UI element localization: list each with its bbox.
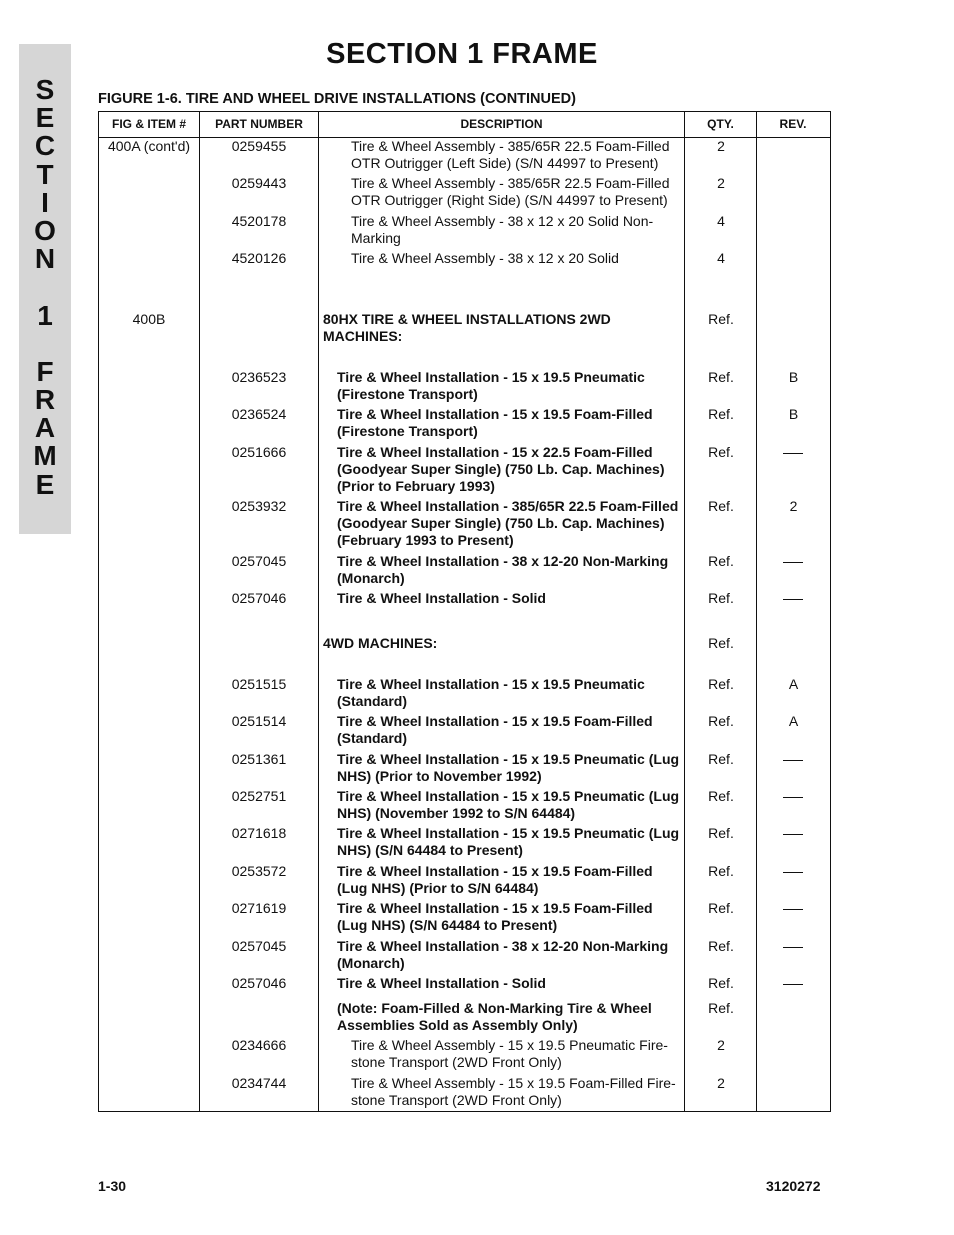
cell-rev: A <box>788 676 799 692</box>
cell-qty: Ref. <box>708 863 734 879</box>
cell-qty: Ref. <box>708 635 734 651</box>
cell-rev: A <box>788 713 799 729</box>
side-tab-letter: 1 <box>37 299 53 331</box>
cell-description: Tire & Wheel Installation - 15 x 19.5 Foam-Filled (Firestone Transport) <box>337 406 653 440</box>
rev-blank-dash <box>783 834 803 835</box>
parts-table <box>98 111 831 1112</box>
cell-description: Tire & Wheel Assembly - 38 x 12 x 20 Solid Non-Marking <box>351 213 654 247</box>
cell-qty: Ref. <box>708 406 734 422</box>
side-tab-letter: S <box>35 74 55 105</box>
cell-qty: 4 <box>717 250 725 266</box>
rev-blank-dash <box>783 453 803 454</box>
side-tab-letter: A <box>34 412 56 444</box>
section-side-tab <box>19 44 71 534</box>
cell-description: Tire & Wheel Installation - 15 x 22.5 Foam-Filled (Goodyear Super Single) (750 Lb. Cap. Machines) (Prior to February 1993) <box>337 444 665 495</box>
side-tab-letter: R <box>34 384 56 416</box>
cell-part-number: 0251514 <box>231 713 287 729</box>
rev-blank-dash <box>783 909 803 910</box>
cell-qty: 4 <box>717 213 725 229</box>
cell-part-number: 0234666 <box>231 1037 287 1053</box>
header-part-number: PART NUMBER <box>215 117 303 131</box>
cell-description: Tire & Wheel Assembly - 38 x 12 x 20 Solid <box>351 250 619 266</box>
cell-description: 80HX TIRE & WHEEL INSTALLATIONS 2WD MACHINES: <box>323 311 611 345</box>
cell-fig-item: 400A (cont'd) <box>107 138 191 154</box>
rev-blank-dash <box>783 599 803 600</box>
cell-part-number: 0236523 <box>231 369 287 385</box>
cell-qty: Ref. <box>708 975 734 991</box>
side-tab-letter: I <box>41 186 49 218</box>
cell-qty: Ref. <box>708 713 734 729</box>
cell-qty: Ref. <box>708 788 734 804</box>
cell-qty: Ref. <box>708 590 734 606</box>
cell-qty: Ref. <box>708 751 734 767</box>
cell-qty: Ref. <box>708 938 734 954</box>
cell-part-number: 0271618 <box>231 825 287 841</box>
cell-part-number: 0257045 <box>231 553 287 569</box>
cell-qty: 2 <box>717 138 725 154</box>
cell-description: Tire & Wheel Installation - 385/65R 22.5 Foam-Filled (Goodyear Super Single) (750 Lb. Cap. Machines) (February 1993 to Present) <box>337 498 679 549</box>
cell-part-number: 0257046 <box>231 975 287 991</box>
document-number: 3120272 <box>766 1178 821 1194</box>
side-tab-letter <box>19 330 71 358</box>
figure-title: FIGURE 1-6. TIRE AND WHEEL DRIVE INSTALLATIONS (CONTINUED) <box>98 91 576 107</box>
cell-qty: Ref. <box>708 498 734 514</box>
cell-part-number: 0251515 <box>231 676 287 692</box>
header-rev: REV. <box>779 117 807 131</box>
header-description: DESCRIPTION <box>460 117 543 131</box>
side-tab-letter: E <box>35 102 55 134</box>
cell-description: Tire & Wheel Installation - 38 x 12-20 Non-Marking (Monarch) <box>337 553 669 587</box>
cell-part-number: 4520178 <box>231 213 287 229</box>
cell-part-number: 0251666 <box>231 444 287 460</box>
side-tab-letter <box>19 273 71 301</box>
cell-description: 4WD MACHINES: <box>323 635 438 651</box>
side-tab-letter: N <box>34 243 56 275</box>
cell-description: Tire & Wheel Assembly - 385/65R 22.5 Foam-Filled OTR Outrigger (Right Side) (S/N 44997 to Present) <box>351 175 670 209</box>
cell-description: Tire & Wheel Installation - 15 x 19.5 Foam-Filled (Lug NHS) (Prior to S/N 64484) <box>337 863 653 897</box>
column-divider <box>318 112 319 1111</box>
rev-blank-dash <box>783 797 803 798</box>
section-side-tab-letters <box>19 76 71 499</box>
rev-blank-dash <box>783 947 803 948</box>
cell-part-number: 0257046 <box>231 590 287 606</box>
cell-qty: Ref. <box>708 311 734 327</box>
side-tab-letter: T <box>36 158 54 190</box>
cell-description: (Note: Foam-Filled & Non-Marking Tire & Wheel Assemblies Sold as Assembly Only) <box>337 1000 652 1034</box>
cell-description: Tire & Wheel Installation - 15 x 19.5 Foam-Filled (Standard) <box>337 713 653 747</box>
cell-description: Tire & Wheel Installation - 38 x 12-20 Non-Marking (Monarch) <box>337 938 669 972</box>
side-tab-letter: O <box>34 214 56 246</box>
cell-part-number: 4520126 <box>231 250 287 266</box>
cell-qty: 2 <box>717 1075 725 1091</box>
cell-qty: 2 <box>717 1037 725 1053</box>
cell-part-number: 0253932 <box>231 498 287 514</box>
cell-part-number: 0236524 <box>231 406 287 422</box>
cell-part-number: 0253572 <box>231 863 287 879</box>
cell-description: Tire & Wheel Assembly - 15 x 19.5 Foam-Filled Fire-stone Transport (2WD Front Only) <box>351 1075 676 1109</box>
cell-description: Tire & Wheel Installation - 15 x 19.5 Pneumatic (Lug NHS) (S/N 64484 to Present) <box>337 825 680 859</box>
page-number: 1-30 <box>98 1178 127 1194</box>
cell-description: Tire & Wheel Installation - 15 x 19.5 Pneumatic (Standard) <box>337 676 645 710</box>
cell-part-number: 0234744 <box>231 1075 287 1091</box>
cell-qty: Ref. <box>708 553 734 569</box>
column-divider <box>756 112 757 1111</box>
cell-qty: Ref. <box>708 444 734 460</box>
cell-qty: Ref. <box>708 676 734 692</box>
cell-rev: B <box>788 406 799 422</box>
rev-blank-dash <box>783 760 803 761</box>
cell-rev: B <box>788 369 799 385</box>
side-tab-letter: C <box>34 130 56 162</box>
cell-fig-item: 400B <box>132 311 166 327</box>
cell-part-number: 0251361 <box>231 751 287 767</box>
rev-blank-dash <box>783 562 803 563</box>
section-title: SECTION 1 FRAME <box>326 38 598 70</box>
cell-description: Tire & Wheel Installation - 15 x 19.5 Pneumatic (Lug NHS) (November 1992 to S/N 64484) <box>337 788 680 822</box>
cell-rev: 2 <box>789 498 798 514</box>
cell-description: Tire & Wheel Installation - 15 x 19.5 Pneumatic (Lug NHS) (Prior to November 1992) <box>337 751 680 785</box>
rev-blank-dash <box>783 872 803 873</box>
cell-qty: Ref. <box>708 1000 734 1016</box>
cell-qty: Ref. <box>708 369 734 385</box>
cell-part-number: 0257045 <box>231 938 287 954</box>
header-fig-item: FIG & ITEM # <box>111 117 186 131</box>
side-tab-letter: M <box>33 440 57 472</box>
cell-description: Tire & Wheel Installation - Solid <box>337 590 546 606</box>
side-tab-letter: E <box>35 468 55 500</box>
cell-description: Tire & Wheel Assembly - 385/65R 22.5 Foam-Filled OTR Outrigger (Left Side) (S/N 44997 to Present) <box>351 138 670 172</box>
side-tab-letter: F <box>36 355 54 387</box>
cell-description: Tire & Wheel Assembly - 15 x 19.5 Pneumatic Fire-stone Transport (2WD Front Only) <box>351 1037 668 1071</box>
rev-blank-dash <box>783 984 803 985</box>
header-qty: QTY. <box>707 117 734 131</box>
cell-part-number: 0259455 <box>231 138 287 154</box>
cell-qty: Ref. <box>708 825 734 841</box>
cell-part-number: 0252751 <box>231 788 287 804</box>
cell-description: Tire & Wheel Installation - 15 x 19.5 Foam-Filled (Lug NHS) (S/N 64484 to Present) <box>337 900 653 934</box>
cell-description: Tire & Wheel Installation - Solid <box>337 975 546 991</box>
cell-part-number: 0271619 <box>231 900 287 916</box>
cell-qty: Ref. <box>708 900 734 916</box>
cell-qty: 2 <box>717 175 725 191</box>
cell-description: Tire & Wheel Installation - 15 x 19.5 Pneumatic (Firestone Transport) <box>337 369 645 403</box>
cell-part-number: 0259443 <box>231 175 287 191</box>
